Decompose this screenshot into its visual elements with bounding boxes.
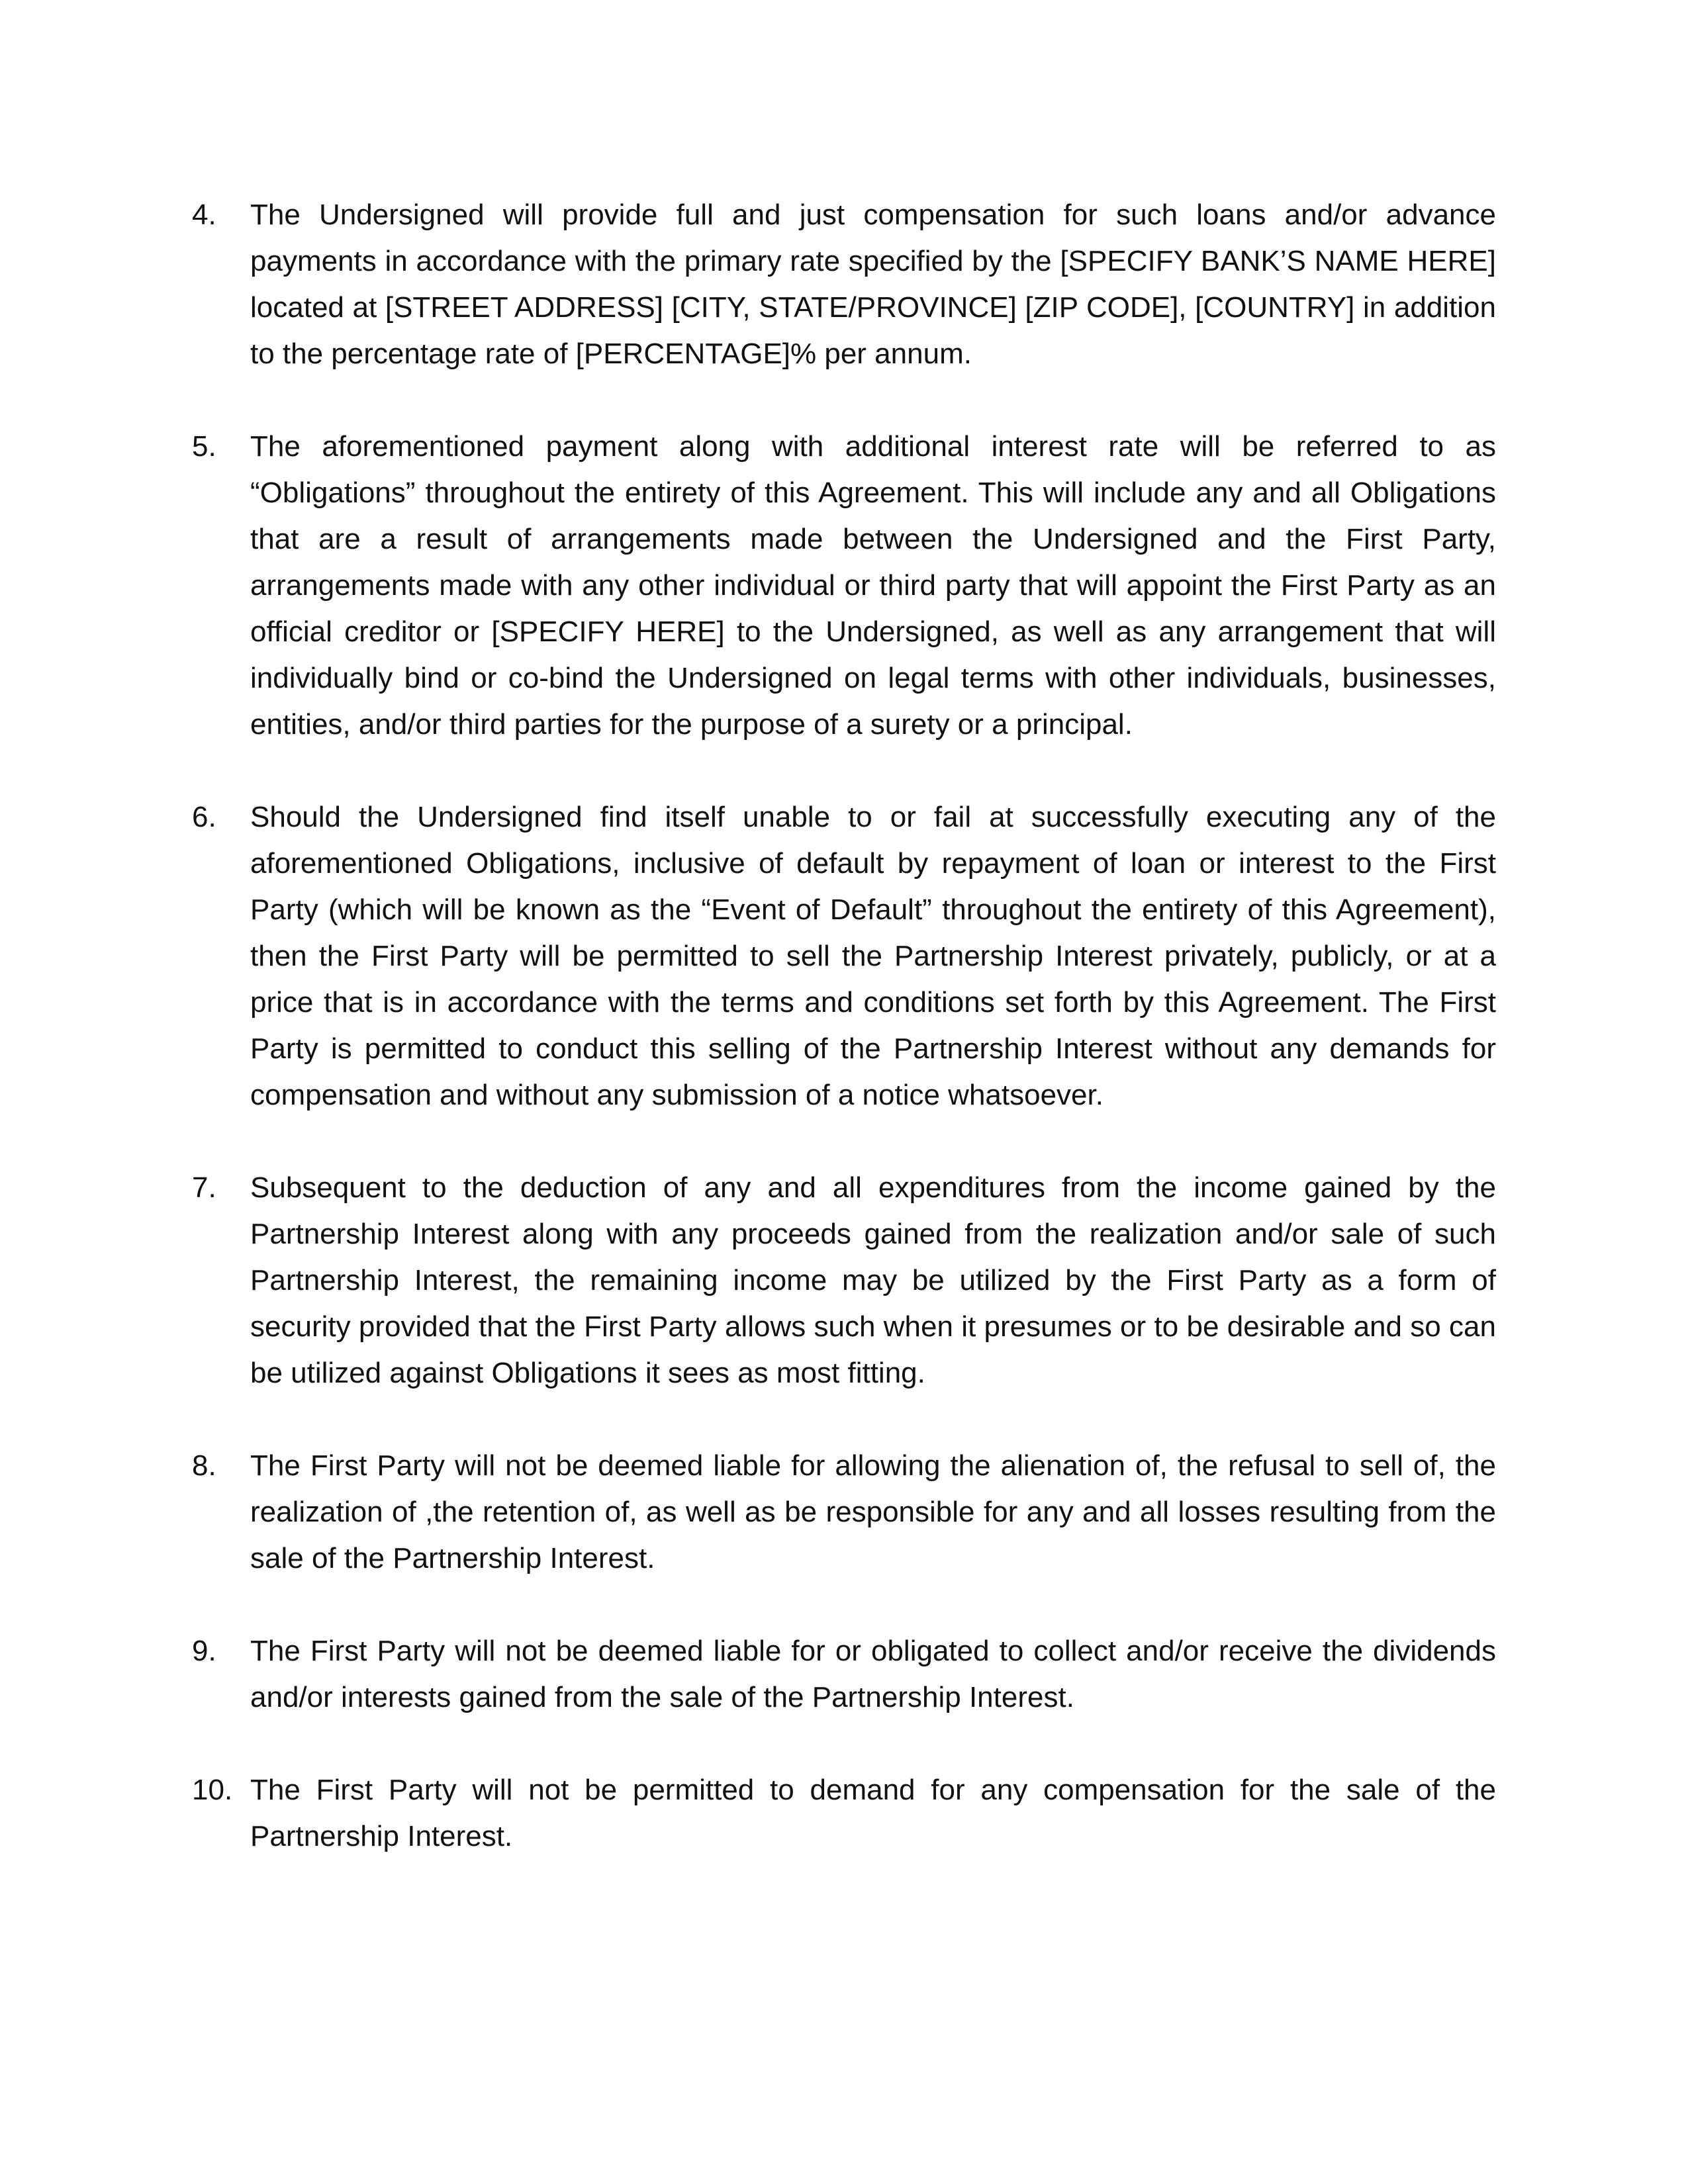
clause-item: [192, 424, 1496, 748]
clause-item: [192, 1443, 1496, 1582]
clause-text: The First Party will not be permitted to demand for any compensation for the sale of the Partnership Interest.: [250, 1774, 1496, 1852]
clause-list: [192, 192, 1496, 1906]
clause-text: Should the Undersigned find itself unable to or fail at successfully executing any of the aforementioned Obligations, inclusive of default by repayment of loan or interest to the First Party (which will be known as the “Event of Default” throughout the entirety of this Agreement), then the First Party will be permitted to sell the Partnership Interest privately, publicly, or at a price that is in accordance with the terms and conditions set forth by this Agreement. The First Party is permitted to conduct this selling of the Partnership Interest without any demands for compensation and without any submission of a notice whatsoever.: [250, 801, 1496, 1111]
clause-item: [192, 794, 1496, 1118]
clause-number: 5.: [192, 430, 216, 463]
clause-item: [192, 192, 1496, 377]
clause-text: The First Party will not be deemed liable for allowing the alienation of, the refusal to sell of, the realization of ,the retention of, as well as be responsible for any and all losses resulting from the sale of the Partnership Interest.: [250, 1449, 1496, 1574]
clause-text: Subsequent to the deduction of any and all expenditures from the income gained by the Partnership Interest along with any proceeds gained from the realization and/or sale of such Partnership Interest, the remaining income may be utilized by the First Party as a form of security provided that the First Party allows such when it presumes or to be desirable and so can be utilized against Obligations it sees as most fitting.: [250, 1171, 1496, 1389]
clause-number: 6.: [192, 801, 216, 833]
clause-text: The aforementioned payment along with additional interest rate will be referred to as “Obligations” throughout the entirety of this Agreement. This will include any and all Obligations that are a result of arrangements made between the Undersigned and the First Party, arrangements made with any other individual or third party that will appoint the First Party as an official creditor or [SPECIFY HERE] to the Undersigned, as well as any arrangement that will individually bind or co-bind the Undersigned on legal terms with other individuals, businesses, entities, and/or third parties for the purpose of a surety or a principal.: [250, 430, 1496, 741]
clause-text: The First Party will not be deemed liable for or obligated to collect and/or receive the dividends and/or interests gained from the sale of the Partnership Interest.: [250, 1635, 1496, 1713]
clause-number: 9.: [192, 1635, 216, 1667]
clause-number: 10.: [192, 1774, 233, 1806]
clause-item: [192, 1767, 1496, 1860]
clause-number: 7.: [192, 1171, 216, 1204]
clause-item: [192, 1165, 1496, 1396]
clause-number: 4.: [192, 199, 216, 231]
clause-number: 8.: [192, 1449, 216, 1482]
clause-text: The Undersigned will provide full and just compensation for such loans and/or advance payments in accordance with the primary rate specified by the [SPECIFY BANK’S NAME HERE] located at [STREET ADDRESS] [CITY, STATE/PROVINCE] [ZIP CODE], [COUNTRY] in addition to the percentage rate of [PERCENTAGE]% per annum.: [250, 199, 1496, 370]
clause-item: [192, 1628, 1496, 1721]
